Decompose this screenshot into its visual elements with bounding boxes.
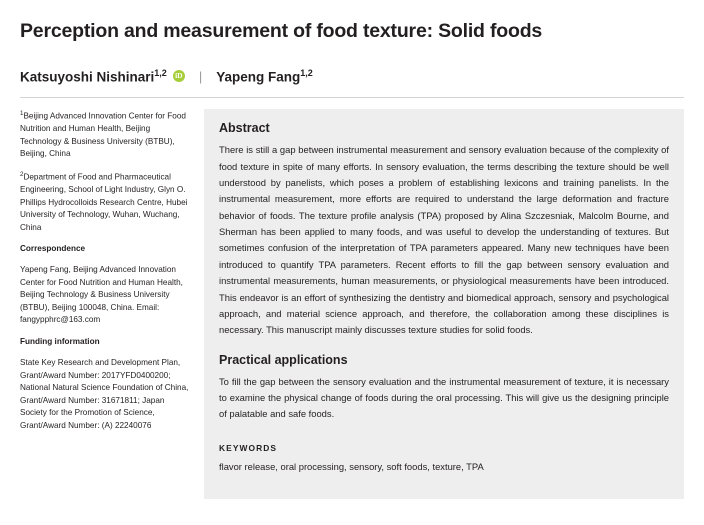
correspondence-text: Yapeng Fang, Beijing Advanced Innovation Center for Food Nutrition and Human Health, Beijing Technology & Business University (BTBU), Beijing 100048, China. Email: fangypphrc@163.com (20, 265, 183, 325)
author-1-name: Katsuyoshi Nishinari (20, 69, 155, 85)
author-2-affiliation-marks: 1,2 (300, 67, 313, 78)
practical-applications-text: To fill the gap between the sensory evaluation and the instrumental measurement of texture, it is necessary to examine the physical change of foods during the oral processing. This will give us the designing principle of palatable and safe foods. (219, 375, 669, 420)
funding-heading: Funding information (20, 336, 100, 346)
author-1 (20, 68, 167, 85)
author-2 (216, 68, 313, 85)
page-title: Perception and measurement of food texture: Solid foods (20, 20, 543, 42)
author-list (20, 68, 684, 85)
keywords-heading: KEYWORDS (219, 442, 278, 453)
correspondence-heading: Correspondence (20, 243, 86, 253)
abstract-heading: Abstract (219, 121, 270, 136)
affiliation-1 (20, 109, 190, 161)
affiliation-1-mark: 1 (20, 110, 24, 118)
header-divider (20, 97, 684, 98)
author-2-name: Yapeng Fang (216, 69, 301, 85)
metadata-column (20, 109, 204, 441)
affiliation-2-mark: 2 (20, 170, 24, 178)
abstract-text: There is still a gap between instrumental measurement and sensory evaluation because of the complexity of food texture in spite of many efforts. In sensory evaluation, the terms describing the texture should be well understood by panelists, which poses a problem of establishing lexicons and training panelists. In the instrumental measurement, more efforts are required to understand the large deformation and fracture behavior of foods. The texture profile analysis (TPA) proposed by Alina Szczesniak, Malcolm Bourne, and Sherman has been applied to many foods, and was useful to develop the understanding of textures. But sometimes confusion of the interpretation of TPA parameters appeared. Many new techniques have been introduced to quantify TPA parameters. Recent efforts to fill the gap between sensory evaluation and instrumental measurements, human measurements, or physiological measurements have been introduced. This endeavor is an effort of synthesizing the dentistry and biomedical approach, sensory and psychological approach, and material science approach, and therefore, the collaboration among these disciplines is necessary. This manuscript mainly discusses texture studies for solid foods. (219, 144, 669, 336)
affiliation-2-text: Department of Food and Pharmaceutical Engineering, School of Light Industry, Glyn O. Phillips Hydrocolloids Research Centre, Hubei University of Technology, Wuhan, Wuchang, China (20, 172, 188, 232)
author-separator: | (198, 68, 203, 84)
affiliation-2 (20, 170, 190, 234)
affiliation-1-text: Beijing Advanced Innovation Center for Food Nutrition and Human Health, Beijing Technology & Business University (BTBU), Beijing, China (20, 112, 186, 159)
keywords-text: flavor release, oral processing, sensory, soft foods, texture, TPA (219, 460, 484, 472)
orcid-icon[interactable]: iD (173, 70, 185, 82)
funding-text: State Key Research and Development Plan, Grant/Award Number: 2017YFD0400200; National Natural Science Foundation of China, Grant/Award Number: 31671811; Japan Society for the Promotion of Science, Grant/Award Number: (A) 22240076 (20, 358, 189, 430)
practical-applications-heading: Practical applications (219, 352, 348, 367)
abstract-panel (204, 109, 684, 499)
author-1-affiliation-marks: 1,2 (154, 67, 167, 78)
article-body (20, 109, 684, 499)
